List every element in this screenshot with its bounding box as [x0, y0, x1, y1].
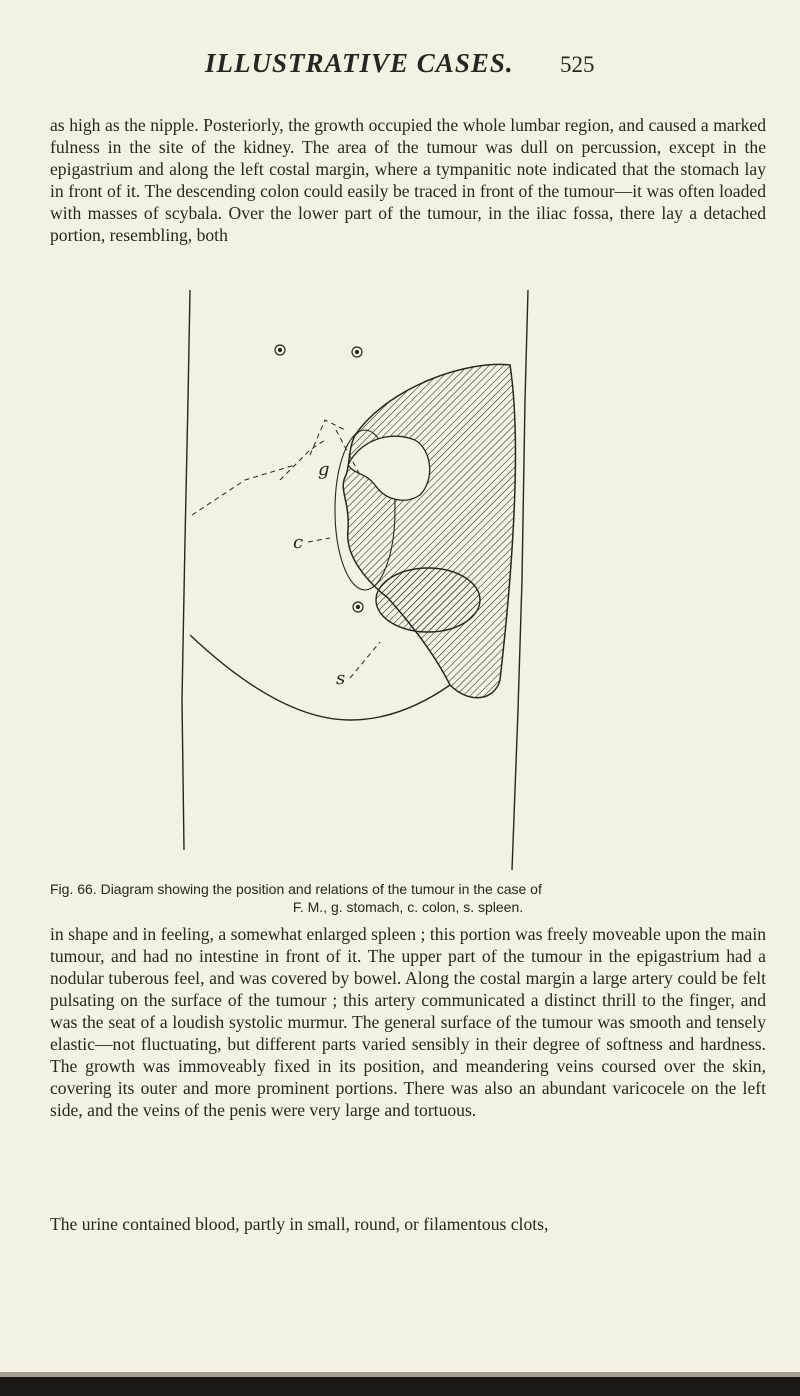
page-header: [0, 48, 800, 88]
paragraph-3: The urine contained blood, partly in small, round, or filamentous clots,: [50, 1214, 549, 1234]
paragraph-1: as high as the nipple. Posteriorly, the growth occupied the whole lumbar region, and caused a marked fulness in the site of the kidney. The area of the tumour was dull on percussion, except in the epigastrium and along the left costal margin, where a tympanitic note indicated that the stomach lay in front of it. The descending colon could easily be traced in front of the tumour—it was often loaded with masses of scybala. Over the lower part of the tumour, in the iliac fossa, there lay a detached portion, resembling, both: [50, 115, 766, 245]
paragraph-2: in shape and in feeling, a somewhat enlarged spleen ; this portion was freely moveable upon the main tumour, and had no intestine in front of it. The upper part of the tumour in the epigastrium had a nodular tuberous feel, and was covered by bowel. Along the costal margin a large artery could be felt pulsating on the surface of the tumour ; this artery communicated a distinct thrill to the finger, and was the seat of a loudish systolic murmur. The general surface of the tumour was smooth and tensely elastic—not fluctuating, but different parts varied sensibly in their degree of softness and hardness. The growth was immoveably fixed in its position, and meandering veins coursed over the skin, covering its outer and more prominent portions. There was also an abundant varicocele on the left side, and the veins of the penis were very large and tortuous.: [50, 924, 766, 1120]
label-s: s: [336, 668, 346, 689]
running-title: ILLUSTRATIVE CASES.: [205, 48, 514, 78]
caption-line-2: F. M., g. stomach, c. colon, s. spleen.: [292, 899, 524, 915]
scan-bottom-border: [0, 1377, 800, 1396]
tumour-diagram: [150, 280, 570, 880]
label-g: g: [318, 459, 330, 480]
label-c: c: [293, 532, 304, 553]
page-number: 525: [560, 52, 595, 77]
tumour-shape: [343, 364, 515, 697]
caption-line-1: Fig. 66. Diagram showing the position and relations of the tumour in the case of: [50, 881, 542, 897]
figure-caption: [50, 880, 766, 916]
spleen-shape: [376, 568, 480, 632]
